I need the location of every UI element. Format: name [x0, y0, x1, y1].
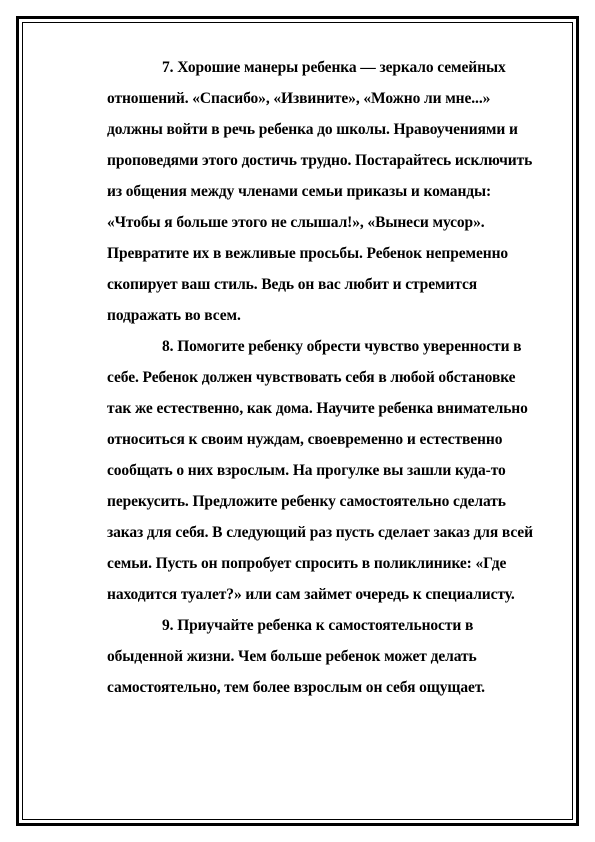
- text-line: перекусить. Предложите ребенку самостоятельно сделать: [107, 493, 506, 510]
- text-line: отношений. «Спасибо», «Извините», «Можно ли мне...»: [107, 90, 491, 107]
- text-line: заказ для себя. В следующий раз пусть сделает заказ для всей: [107, 524, 533, 541]
- text-line: себе. Ребенок должен чувствовать себя в любой обстановке: [107, 369, 516, 386]
- text-line: из общения между членами семьи приказы и команды:: [107, 183, 492, 200]
- text-line: скопирует ваш стиль. Ведь он вас любит и стремится: [107, 276, 478, 293]
- text-line: 7. Хорошие манеры ребенка — зеркало семейных: [162, 59, 506, 76]
- text-line: «Чтобы я больше этого не слышал!», «Вынеси мусор».: [107, 214, 485, 231]
- text-line: 9. Приучайте ребенка к самостоятельности в: [162, 617, 474, 634]
- paragraph-9: [107, 610, 557, 703]
- text-line: обыденной жизни. Чем больше ребенок может делать: [107, 648, 477, 665]
- document-body: [107, 52, 557, 703]
- text-line: сообщать о них взрослым. На прогулке вы зашли куда-то: [107, 462, 506, 479]
- paragraph-8: [107, 331, 557, 610]
- text-line: должны войти в речь ребенка до школы. Нравоучениями и: [107, 121, 518, 138]
- text-line: проповедями этого достичь трудно. Постарайтесь исключить: [107, 152, 533, 169]
- text-line: находится туалет?» или сам займет очередь к специалисту.: [107, 586, 515, 603]
- text-line: 8. Помогите ребенку обрести чувство уверенности в: [162, 338, 522, 355]
- text-line: Превратите их в вежливые просьбы. Ребенок непременно: [107, 245, 509, 262]
- text-line: относиться к своим нуждам, своевременно и естественно: [107, 431, 503, 448]
- paragraph-7: [107, 52, 557, 331]
- text-line: семьи. Пусть он попробует спросить в поликлинике: «Где: [107, 555, 507, 572]
- text-line: так же естественно, как дома. Научите ребенка внимательно: [107, 400, 528, 417]
- text-line: подражать во всем.: [107, 307, 241, 324]
- text-line: самостоятельно, тем более взрослым он себя ощущает.: [107, 679, 485, 696]
